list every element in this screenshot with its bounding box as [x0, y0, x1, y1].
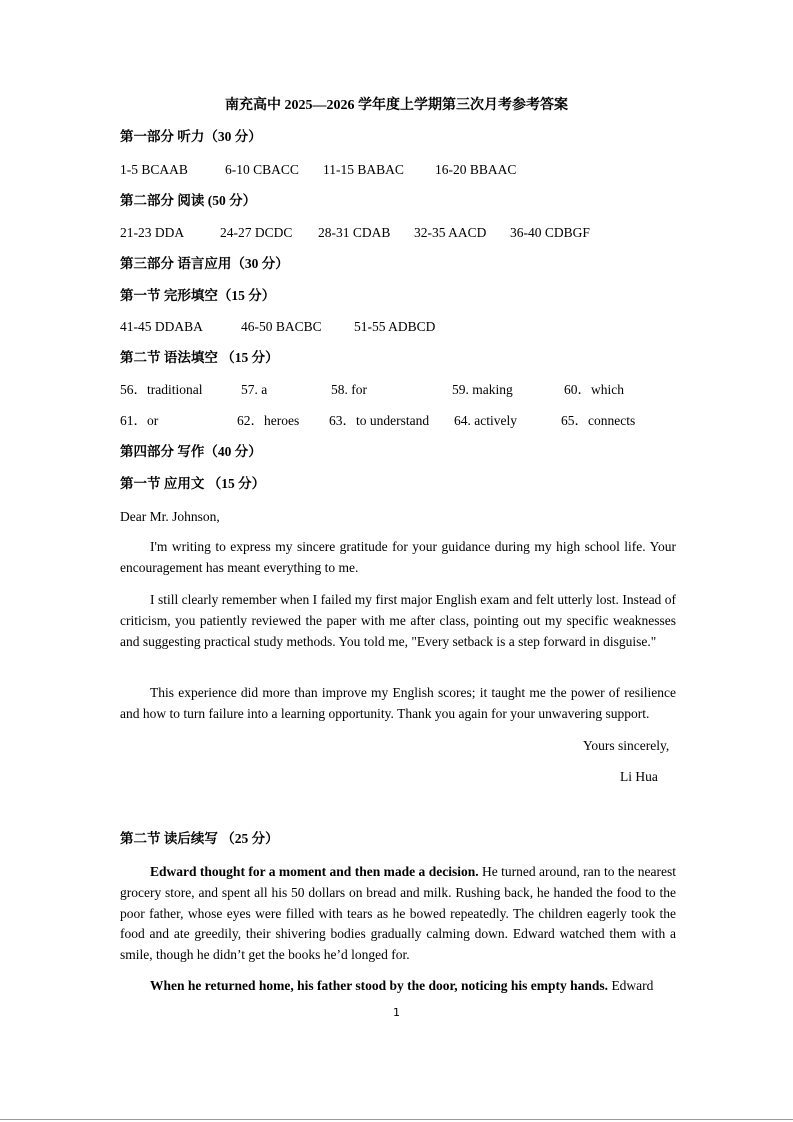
letter-body — [120, 537, 676, 579]
answer-item: 61．or — [120, 413, 159, 428]
answer-group: 32-35 AACD — [414, 225, 487, 240]
part1-heading: 第一部分 听力（30 分） — [120, 129, 262, 144]
page-number: 1 — [393, 1006, 400, 1019]
answer-item: 65．connects — [561, 413, 636, 428]
letter-body — [120, 590, 676, 652]
part2-heading: 第二部分 阅读 (50 分） — [120, 193, 257, 208]
letter-paragraph: I still clearly remember when I failed my first major English exam and felt utterly lost. Instead of criticism, you patiently reviewed the paper with me after class, pointing out my specific weaknesses and suggesting practical study methods. You told me, "Every setback is a step forward in disguise." — [120, 592, 676, 649]
letter-paragraph: I'm writing to express my sincere gratitude for your guidance during my high school life. Your encouragement has meant everything to me. — [120, 539, 676, 575]
letter-signature: Li Hua — [620, 769, 658, 784]
part4-section2-heading: 第二节 读后续写 （25 分） — [120, 831, 279, 846]
paragraph-opening-sentence: When he returned home, his father stood by the door, noticing his empty hands. — [150, 978, 609, 993]
answer-group: 6-10 CBACC — [225, 162, 299, 177]
part3-section2-heading: 第二节 语法填空 （15 分） — [120, 350, 279, 365]
continuation-body — [120, 976, 676, 997]
paragraph-text: Edward — [608, 978, 654, 993]
answer-group: 24-27 DCDC — [220, 225, 293, 240]
continuation-paragraph — [120, 976, 676, 997]
letter-paragraph: This experience did more than improve my English scores; it taught me the power of resilience and how to turn failure into a learning opportunity. Thank you again for your unwavering support. — [120, 685, 676, 721]
answer-item: 63．to understand — [329, 413, 430, 428]
part3-heading: 第三部分 语言应用（30 分） — [120, 256, 289, 271]
part3-section1-heading: 第一节 完形填空（15 分） — [120, 288, 276, 303]
letter-body — [120, 683, 676, 725]
continuation-paragraph — [120, 862, 676, 966]
answer-item: 58. for — [331, 382, 367, 397]
answer-group: 1-5 BCAAB — [120, 162, 188, 177]
paragraph-text: He turned around, ran to the nearest grocery store, and spent all his 50 dollars on bread and milk. Rushing back, he handed the food to the poor father, whose eyes were filled with tears as he bowed repeatedly. The children eagerly took the food and ate greedily, their shivering bodies gradually calming down. Edward watched them with a smile, though he didn’t get the books he’d longed for. — [120, 864, 676, 963]
answer-group: 21-23 DDA — [120, 225, 185, 240]
answer-item: 60．which — [564, 382, 624, 397]
answer-group: 11-15 BABAC — [323, 162, 404, 177]
paragraph-opening-sentence: Edward thought for a moment and then made a decision. — [150, 864, 479, 879]
letter-salutation: Dear Mr. Johnson, — [120, 509, 220, 524]
answer-group: 41-45 DDABA — [120, 319, 203, 334]
page-title: 南充高中 2025—2026 学年度上学期第三次月考参考答案 — [225, 98, 568, 113]
answer-group: 16-20 BBAAC — [435, 162, 517, 177]
letter-closing: Yours sincerely, — [583, 738, 670, 753]
answer-item: 56．traditional — [120, 382, 203, 397]
answer-item: 59. making — [452, 382, 513, 397]
answer-item: 57. a — [241, 382, 268, 397]
answer-item: 64. actively — [454, 413, 517, 428]
answer-group: 46-50 BACBC — [241, 319, 322, 334]
answer-group: 51-55 ADBCD — [354, 319, 436, 334]
answer-group: 36-40 CDBGF — [510, 225, 590, 240]
page-bottom-divider — [0, 1119, 793, 1120]
part4-heading: 第四部分 写作（40 分） — [120, 444, 262, 459]
answer-item: 62．heroes — [237, 413, 300, 428]
part4-section1-heading: 第一节 应用文 （15 分） — [120, 476, 266, 491]
answer-group: 28-31 CDAB — [318, 225, 391, 240]
continuation-body — [120, 862, 676, 966]
